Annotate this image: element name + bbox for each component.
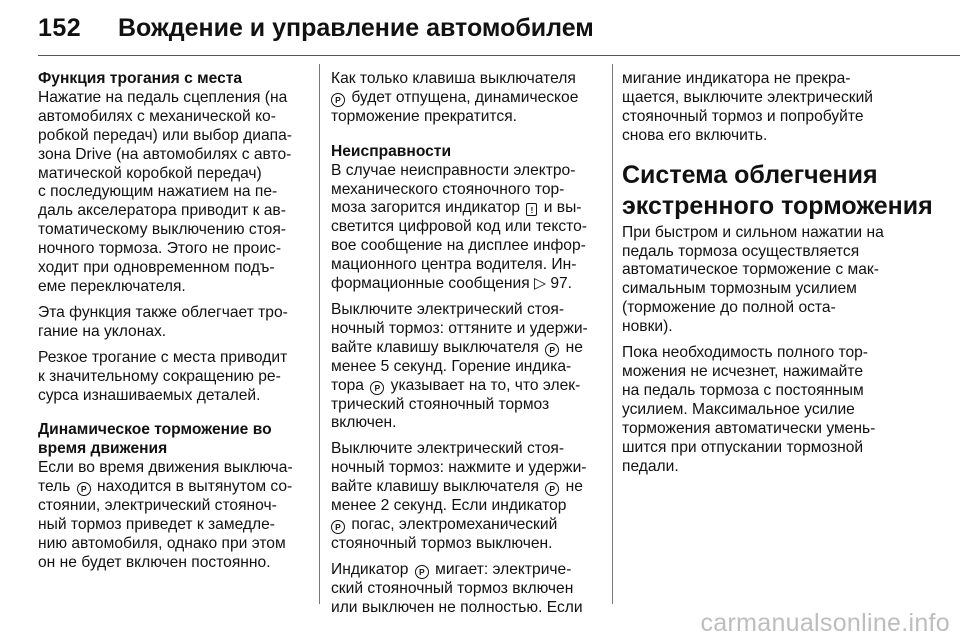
text-line: Резкое трогание с места приводит xyxy=(38,348,288,366)
page-reference: ▷ 97. xyxy=(534,275,573,293)
text-line: Как только клавиша выключателя xyxy=(331,70,576,87)
text-fragment: моза загорится индикатор xyxy=(331,199,525,217)
text-line xyxy=(331,339,589,358)
text-line: светится цифровой код или тексто- xyxy=(331,218,587,236)
section-heading: время движения xyxy=(38,440,168,458)
text-line: стояночный тормоз и попробуйте xyxy=(622,107,864,125)
text-line: он не будет включен постоянно. xyxy=(38,553,271,571)
text-fragment: вайте клавишу выключателя xyxy=(331,478,544,496)
text-fragment: будет отпущена, динамическое xyxy=(347,88,579,106)
text-line: Выключите электрический стоя- xyxy=(331,440,565,458)
text-line: снова его включить. xyxy=(622,126,768,144)
section-malfunctions xyxy=(331,143,589,294)
text-line: (торможение до полной оста- xyxy=(622,299,836,317)
section-heading: Функция трогания с места xyxy=(38,70,243,87)
text-line: гание на уклонах. xyxy=(38,322,167,340)
text-line: менее 2 секунд. Если индикатор xyxy=(331,497,567,515)
text-line: автоматическое торможение с мак- xyxy=(622,261,879,279)
text-line: Выключите электрический стоя- xyxy=(331,300,565,318)
paragraph xyxy=(38,304,296,342)
text-line: с последующим нажатием на пе- xyxy=(38,183,278,201)
text-fragment: не xyxy=(561,478,583,496)
service-indicator-icon: ! xyxy=(526,203,537,216)
column-divider xyxy=(612,64,613,604)
page-number: 152 xyxy=(38,14,82,42)
text-line xyxy=(331,377,589,396)
header-divider xyxy=(38,55,960,56)
section-start-function xyxy=(38,70,296,297)
text-line: шится при отпускании тормозной xyxy=(622,438,864,456)
parking-brake-icon: P xyxy=(331,520,345,534)
text-line: ночного тормоза. Этого не проис- xyxy=(38,240,282,258)
text-line: ночный тормоз: нажмите и удержи- xyxy=(331,459,587,477)
text-line xyxy=(331,516,589,535)
text-line xyxy=(38,478,296,497)
text-line: менее 5 секунд. Горение индика- xyxy=(331,357,572,375)
text-line: Пока необходимость полного тор- xyxy=(622,344,868,362)
text-fragment: не xyxy=(561,338,583,356)
text-line: При быстром и сильном нажатии на xyxy=(622,223,884,241)
text-line: вое сообщение на дисплее инфор- xyxy=(331,237,586,255)
text-line: Нажатие на педаль сцепления (на xyxy=(38,88,288,106)
text-line: торможения автоматически умень- xyxy=(622,419,876,437)
parking-brake-icon: P xyxy=(545,343,559,357)
text-fragment: тора xyxy=(331,376,369,394)
text-line xyxy=(331,561,589,580)
page-title: Вождение и управление автомобилем xyxy=(118,14,594,42)
text-line: робкой передач) или выбор диапа- xyxy=(38,126,292,144)
text-line: мигание индикатора не прекра- xyxy=(622,70,851,87)
column-1 xyxy=(38,70,296,580)
parking-brake-icon: P xyxy=(331,93,345,107)
text-line: автомобилях с механической ко- xyxy=(38,107,276,125)
text-line: зона Drive (на автомобилях с авто- xyxy=(38,145,292,163)
section-title-emergency-brake-assist xyxy=(622,160,933,222)
text-line: механического стояночного тор- xyxy=(331,180,565,198)
heading-line: экстренного торможения xyxy=(622,191,933,220)
text-line: сурса изнашиваемых деталей. xyxy=(38,386,261,404)
parking-brake-icon: P xyxy=(77,482,91,496)
text-line: ский стояночный тормоз включен xyxy=(331,579,574,597)
text-line: Эта функция также облегчает тро- xyxy=(38,303,288,321)
text-line: включен. xyxy=(331,414,397,432)
text-line: ночный тормоз: оттяните и удержи- xyxy=(331,319,588,337)
text-line xyxy=(331,199,589,218)
text-fragment: вайте клавишу выключателя xyxy=(331,338,544,356)
text-fragment: тель xyxy=(38,478,75,496)
text-line: В случае неисправности электро- xyxy=(331,161,576,179)
paragraph xyxy=(38,349,296,406)
text-fragment: формационные сообщения xyxy=(331,275,534,293)
text-line: педаль тормоза осуществляется xyxy=(622,242,860,260)
text-line: торможение прекратится. xyxy=(331,107,517,125)
section-dynamic-braking xyxy=(38,421,296,572)
text-line: томатическому выключению стоя- xyxy=(38,221,286,239)
parking-brake-icon: P xyxy=(545,482,559,496)
text-line: еме переключателя. xyxy=(38,277,186,295)
column-2 xyxy=(331,70,589,624)
text-line: педали. xyxy=(622,457,679,475)
paragraph xyxy=(331,70,589,127)
text-line: стоянии, электрический стояноч- xyxy=(38,497,277,515)
text-line: Если во время движения выключа- xyxy=(38,459,293,477)
text-fragment: погас, электромеханический xyxy=(347,515,558,533)
text-fragment: мигает: электриче- xyxy=(430,560,572,578)
watermark: carmanualsonline.info xyxy=(700,609,950,637)
text-line: ходит при одновременном подъ- xyxy=(38,259,275,277)
page-header xyxy=(0,0,960,62)
section-heading: Динамическое торможение во xyxy=(38,421,272,439)
paragraph xyxy=(331,440,589,553)
column-3 xyxy=(622,70,933,483)
text-line: щается, выключите электрический xyxy=(622,88,874,106)
text-line: матической коробкой передач) xyxy=(38,164,262,182)
text-fragment: Индикатор xyxy=(331,560,413,578)
paragraph xyxy=(331,301,589,433)
text-line: симальным тормозным усилием xyxy=(622,280,857,298)
paragraph xyxy=(331,561,589,618)
paragraph xyxy=(622,344,922,476)
parking-brake-icon: P xyxy=(415,565,429,579)
text-line: ный тормоз приведет к замедле- xyxy=(38,515,275,533)
text-fragment: и вы- xyxy=(539,199,582,217)
text-line: усилием. Максимальное усилие xyxy=(622,400,855,418)
text-line: трический стояночный тормоз xyxy=(331,395,550,413)
text-fragment: находится в вытянутом со- xyxy=(92,478,293,496)
text-fragment: указывает на то, что элек- xyxy=(386,376,581,394)
text-line: мационного центра водителя. Ин- xyxy=(331,256,577,274)
column-divider xyxy=(319,64,320,604)
paragraph xyxy=(622,70,922,146)
paragraph xyxy=(622,224,922,337)
text-line: новки). xyxy=(622,318,673,336)
section-heading: Неисправности xyxy=(331,142,452,160)
text-line xyxy=(331,89,589,108)
text-line xyxy=(331,478,589,497)
parking-brake-icon: P xyxy=(370,381,384,395)
text-line: нию автомобиля, однако при этом xyxy=(38,534,286,552)
text-line: к значительному сокращению ре- xyxy=(38,367,281,385)
heading-line: Система облегчения xyxy=(622,160,878,189)
text-line: можения не исчезнет, нажимайте xyxy=(622,362,863,380)
text-line xyxy=(331,275,589,294)
text-line: на педаль тормоза с постоянным xyxy=(622,381,864,399)
text-line: или выключен не полностью. Если xyxy=(331,598,583,616)
text-line: даль акселератора приводит к ав- xyxy=(38,202,286,220)
text-line: стояночный тормоз выключен. xyxy=(331,534,553,552)
